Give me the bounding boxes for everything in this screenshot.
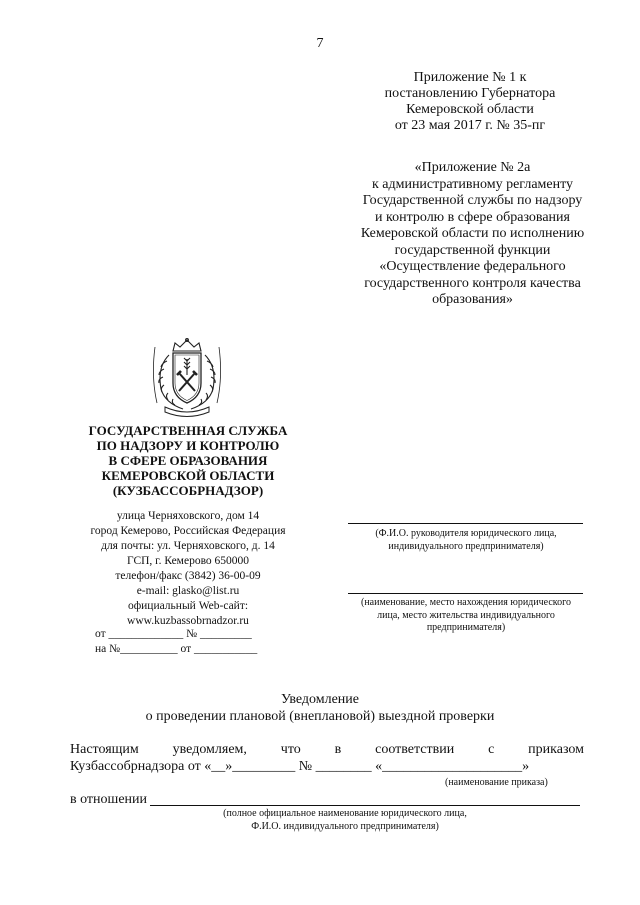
incoming-number-field[interactable]: на №__________ от ___________ [95, 643, 258, 655]
order-name-caption: (наименование приказа) [445, 777, 548, 788]
coat-of-arms-icon [147, 337, 227, 420]
body-word: что [280, 742, 301, 757]
organization-name [70, 423, 306, 498]
appendix-line: Кемеровской области [406, 102, 534, 117]
appendix2-line: Кемеровской области по исполнению [360, 226, 585, 241]
appendix2-line: государственной функции [394, 242, 551, 258]
caption-line: индивидуального предпринимателя) [388, 540, 544, 552]
appendix-reference [340, 70, 600, 134]
appendix-line: Приложение № 1 к [413, 70, 527, 85]
recipient-address-caption [342, 597, 590, 635]
caption-line: (наименование, место нахождения юридического [361, 597, 571, 608]
appendix2-line: к административному регламенту [371, 176, 574, 192]
notice-body-line1 [70, 741, 584, 758]
body-word: уведомляем, [172, 742, 247, 757]
website-label: официальный Web-сайт: [127, 600, 249, 612]
registration-fields [95, 627, 295, 657]
mail-address: для почты: ул. Черняховского, д. 14 [101, 540, 275, 552]
appendix-line: от 23 мая 2017 г. № 35-пг [394, 118, 546, 133]
website-link[interactable]: www.kuzbassobrnadzor.ru [127, 615, 249, 627]
recipient-name-caption [340, 528, 592, 553]
caption-line: лица, место жительства индивидуального [377, 609, 555, 621]
caption-line: предпринимателя) [426, 622, 506, 633]
appendix2-line: образования» [432, 292, 513, 307]
notice-heading: Уведомление [280, 692, 359, 707]
email: e-mail: glasko@list.ru [136, 585, 240, 597]
body-word: с [488, 742, 495, 757]
org-line: ПО НАДЗОРУ И КОНТРОЛЮ [96, 438, 280, 453]
order-reference-field[interactable]: Кузбассобрнадзора от «__»_________ № ________ «____________________» [70, 759, 530, 774]
appendix-line: постановлению Губернатора [384, 86, 556, 101]
city-address: город Кемерово, Российская Федерация [90, 525, 286, 537]
body-word: приказом [528, 742, 584, 757]
org-line: В СФЕРЕ ОБРАЗОВАНИЯ [108, 453, 268, 468]
recipient-address-line[interactable] [348, 593, 583, 594]
subject-label: в отношении [70, 792, 148, 807]
phone-fax: телефон/факс (3842) 36-00-09 [115, 570, 261, 582]
caption-line: Ф.И.О. индивидуального предпринимателя) [251, 820, 439, 832]
caption-line: (Ф.И.О. руководителя юридического лица, [375, 528, 557, 539]
org-line: ГОСУДАРСТВЕННАЯ СЛУЖБА [88, 423, 288, 438]
notice-subheading: о проведении плановой (внеплановой) выездной проверки [145, 709, 495, 724]
page-number: 7 [316, 36, 324, 51]
organization-contacts [70, 509, 306, 629]
postal-code: ГСП, г. Кемерово 650000 [126, 555, 250, 567]
org-line: (КУЗБАССОБРНАДЗОР) [112, 483, 264, 498]
appendix2-line: государственного контроля качества [364, 275, 581, 291]
appendix2-line: Государственной службы по надзору [362, 193, 583, 208]
org-line: КЕМЕРОВСКОЙ ОБЛАСТИ [101, 468, 275, 483]
body-word: Настоящим [70, 742, 139, 757]
subject-name-line[interactable] [150, 805, 580, 806]
recipient-name-line[interactable] [348, 523, 583, 524]
appendix2-line: «Осуществление федерального [379, 259, 566, 274]
notice-title [0, 691, 640, 725]
appendix2-line: и контролю в сфере образования [375, 209, 570, 225]
body-word: в [334, 742, 342, 757]
appendix2-line: «Приложение № 2а [414, 160, 531, 175]
subject-name-caption [180, 808, 510, 833]
outgoing-number-field[interactable]: от _____________ № _________ [95, 628, 252, 640]
body-word: соответствии [375, 742, 455, 757]
caption-line: (полное официальное наименование юридического лица, [223, 808, 467, 819]
regulation-appendix-reference [330, 160, 615, 309]
street-address: улица Черняховского, дом 14 [116, 510, 260, 522]
